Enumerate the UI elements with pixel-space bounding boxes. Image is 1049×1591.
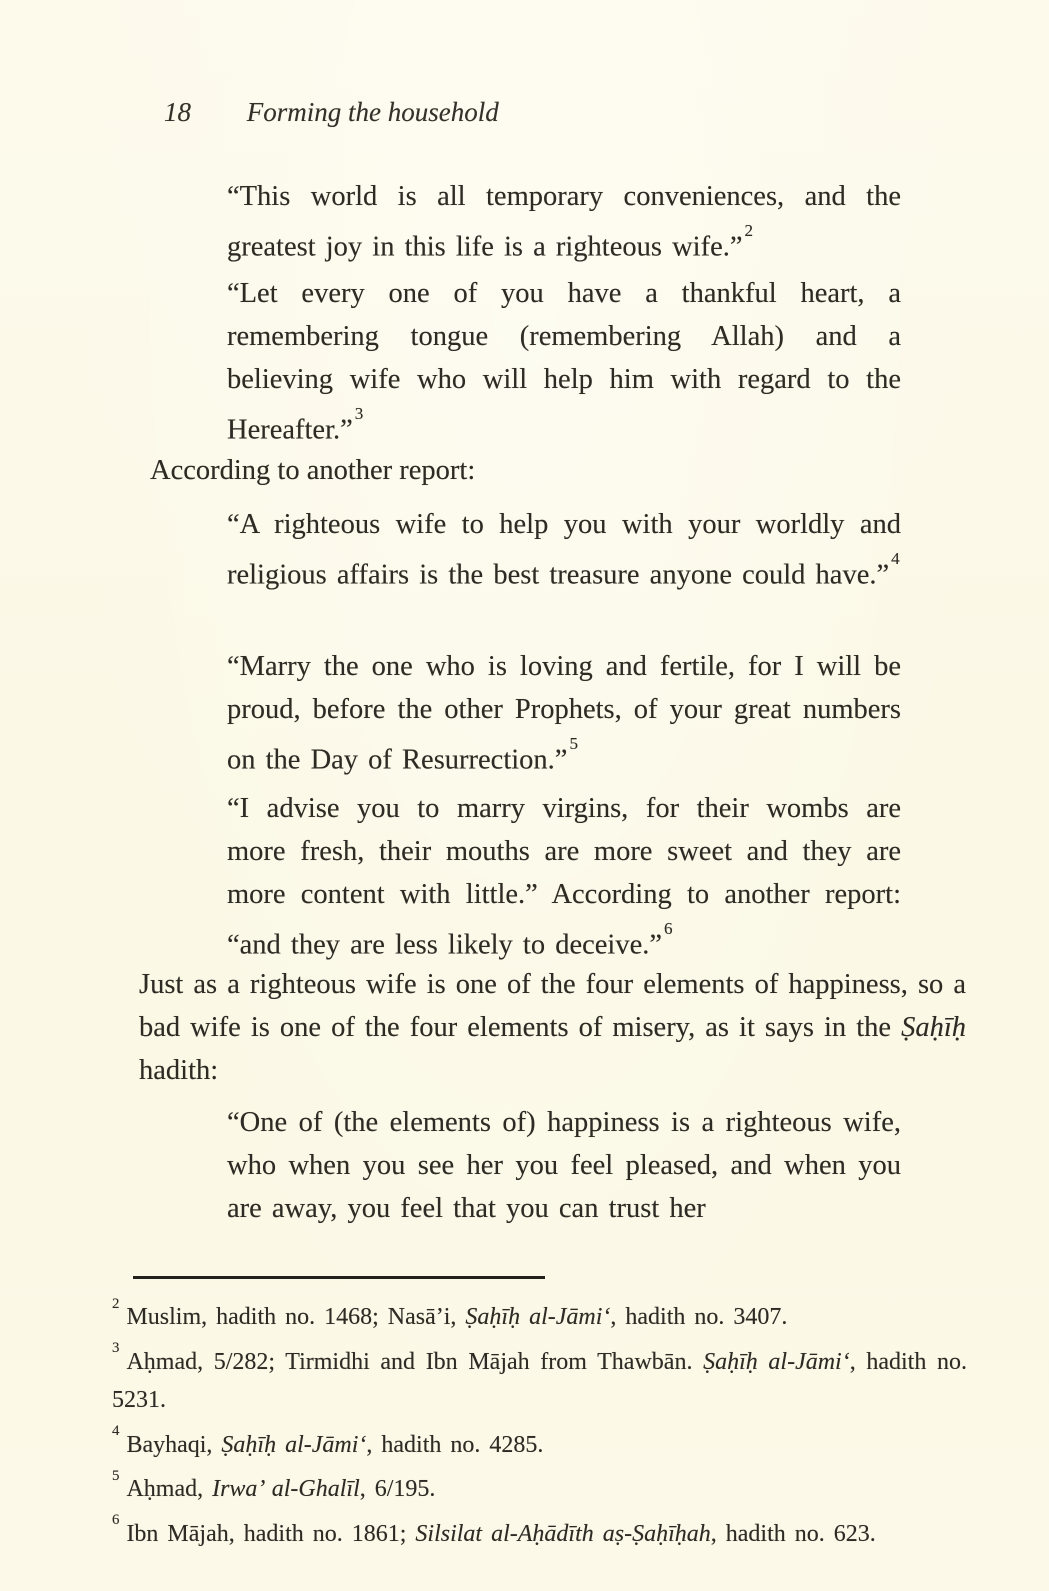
- quote-text: “Marry the one who is loving and fertile, for I will be proud, before the other Prophets, of your great numbers on the Day of Resurrection.”: [227, 651, 901, 776]
- hadith-quote-marry-virgins: [227, 787, 901, 967]
- hadith-quote-marry-loving: [227, 645, 901, 782]
- footnote-text: Aḥmad, 5/282; Tirmidhi and Ibn Mājah from Thawbān.: [126, 1348, 704, 1375]
- quote-text: “I advise you to marry virgins, for their wombs are more fresh, their mouths are more sweet and they are more content with little.” According to another report: “and they are less likely to deceive.”: [227, 793, 901, 961]
- footnote-text: , hadith no. 5231.: [112, 1348, 967, 1413]
- footnote-2: [112, 1292, 967, 1337]
- footnote-ref-3: 3: [354, 403, 364, 423]
- lead-in-line: According to another report:: [150, 455, 476, 486]
- footnote-source-title: Ṣaḥīḥ al-Jāmi‘: [703, 1348, 850, 1375]
- quote-text: “A righteous wife to help you with your worldly and religious affairs is the best treasure anyone could have.”: [227, 509, 901, 591]
- footnote-text: Bayhaqi,: [126, 1431, 222, 1458]
- paragraph-text: Just as a righteous wife is one of the four elements of happiness, so a bad wife is one of the four elements of misery, as it says in the: [139, 969, 966, 1043]
- footnotes-section: [112, 1292, 967, 1553]
- footnote-text: , hadith no. 3407.: [610, 1304, 788, 1330]
- quote-text: “Let every one of you have a thankful heart, a remembering tongue (remembering Allah) and a believing wife who will help him with regard to the Hereafter.”: [227, 278, 901, 446]
- footnote-ref-6: 6: [664, 918, 673, 938]
- paragraph-text: hadith:: [139, 1055, 219, 1086]
- page-number: 18: [164, 97, 191, 127]
- footnote-ref-5: 5: [569, 733, 578, 753]
- footnote-6: [112, 1509, 967, 1554]
- footnote-4: [112, 1420, 967, 1465]
- page-header: [164, 97, 499, 128]
- footnote-text: Ibn Mājah, hadith no. 1861;: [126, 1520, 416, 1547]
- footnote-ref-4: 4: [891, 548, 900, 568]
- quote-text: “This world is all temporary conveniences, and the greatest joy in this life is a righteous wife.”: [227, 181, 901, 263]
- footnote-text: Aḥmad,: [126, 1476, 213, 1502]
- linking-paragraph: [139, 963, 966, 1092]
- hadith-quote-elements-of-happiness: [227, 1101, 901, 1230]
- footnote-text: Muslim, hadith no. 1468; Nasā’i,: [126, 1304, 466, 1330]
- footnote-number: 6: [112, 1512, 120, 1529]
- footnote-number: 4: [112, 1423, 120, 1440]
- hadith-quote-righteous-wife: [227, 175, 901, 269]
- footnote-divider-rule: [133, 1276, 545, 1279]
- footnote-source-title: Ṣaḥīḥ al-Jāmi‘: [465, 1304, 611, 1330]
- footnote-ref-2: 2: [744, 220, 754, 240]
- footnote-number: 2: [112, 1295, 120, 1312]
- running-title: Forming the household: [246, 97, 499, 127]
- footnote-5: [112, 1464, 967, 1509]
- footnote-text: , hadith no. 4285.: [366, 1431, 544, 1458]
- footnote-source-title: Ṣaḥīḥ al-Jāmi‘: [221, 1431, 367, 1458]
- hadith-quote-thankful-heart: [227, 272, 901, 452]
- footnote-number: 5: [112, 1467, 120, 1484]
- footnote-text: , hadith no. 623.: [710, 1520, 876, 1547]
- footnote-3: [112, 1337, 967, 1420]
- footnote-source-title: Silsilat al-Aḥādīth aṣ-Ṣaḥīḥah: [415, 1520, 711, 1547]
- footnote-source-title: Irwa’ al-Ghalīl: [212, 1476, 360, 1502]
- quote-text: “One of (the elements of) happiness is a righteous wife, who when you see her you feel pleased, and when you are away, you feel that you can trust her: [227, 1107, 901, 1224]
- footnote-number: 3: [112, 1340, 120, 1357]
- footnote-text: , 6/195.: [359, 1476, 436, 1502]
- hadith-quote-best-treasure: [227, 503, 901, 597]
- italic-term-sahih: Ṣaḥīḥ: [901, 1012, 966, 1043]
